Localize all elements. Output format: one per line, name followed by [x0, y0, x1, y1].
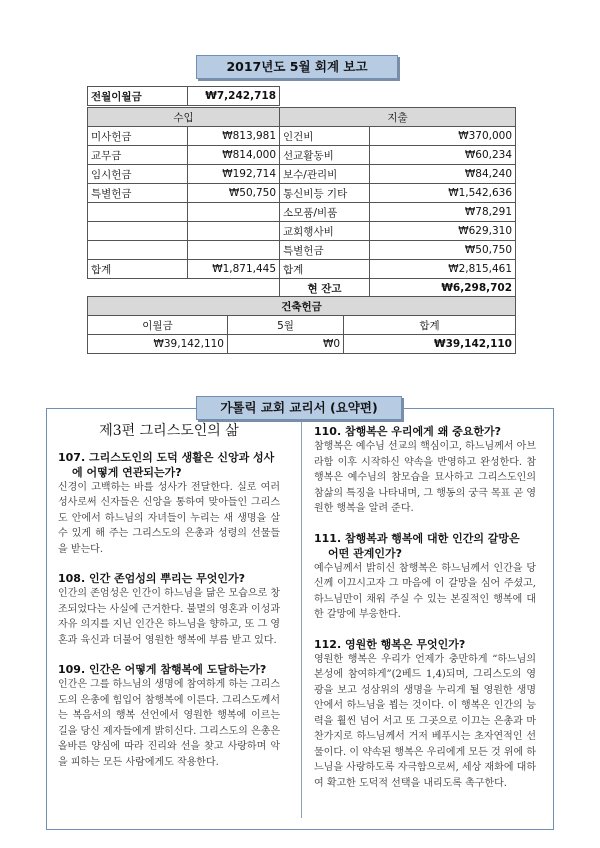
catechism-left-column: [58, 424, 280, 770]
income-value: ₩813,981: [188, 127, 280, 146]
carryover-table: [87, 86, 280, 106]
expense-total-label: 합계: [280, 260, 370, 279]
carryover-label: 전월이월금: [88, 87, 188, 106]
answer-text: 참행복은 예수님 선교의 핵심이고, 하느님께서 아브라함 이후 시작하신 약속을 반영하고 완성한다. 참행복은 예수님의 참모습을 묘사하고 그리스도인의 참삶의 특징을 나타내며, 그 행동의 궁극 목표 곧 영원한 행복을 알려 준다.: [314, 441, 536, 514]
expense-label: 보수/관리비: [280, 165, 370, 184]
building-fund-table: [87, 296, 516, 354]
table-row: [88, 146, 516, 165]
expense-value: ₩1,542,636: [370, 184, 516, 203]
expense-label: 특별헌금: [280, 241, 370, 260]
expense-header: 지출: [280, 108, 516, 127]
question-heading: [58, 450, 280, 480]
catechism-right-column: [314, 424, 536, 791]
income-label: 임시헌금: [88, 165, 188, 184]
expense-label: 통신비등 기타: [280, 184, 370, 203]
question-heading: 110. 참행복은 우리에게 왜 중요한가?: [314, 425, 501, 438]
question-heading: 109. 인간은 어떻게 참행복에 도달하는가?: [58, 663, 267, 677]
table-row: [88, 184, 516, 203]
question-heading: [314, 531, 536, 561]
building-value: ₩0: [228, 335, 344, 354]
answer-text: 예수님께서 밝히신 참행복은 하느님께서 인간을 당신께 이끄시고자 그 마음에 이 갈망을 심어 주셨고, 하느님만이 채워 주실 수 있는 본질적인 행복에 대한 갈망에 부응한다.: [314, 562, 536, 620]
building-value: ₩39,142,110: [88, 335, 228, 354]
table-row: [88, 241, 516, 260]
income-value: ₩814,000: [188, 146, 280, 165]
income-header: 수입: [88, 108, 280, 127]
part-title: 제3편 그리스도인의 삶: [99, 423, 239, 439]
question-line: 에 어떻게 연관되는가?: [72, 465, 182, 479]
question-line: 107. 그리스도인의 도덕 생활은 신앙과 성사: [58, 450, 275, 464]
balance-row: [88, 279, 516, 298]
table-row: [88, 165, 516, 184]
expense-value: ₩60,234: [370, 146, 516, 165]
income-value: ₩192,714: [188, 165, 280, 184]
expense-label: 소모품/비품: [280, 203, 370, 222]
income-label: 미사헌금: [88, 127, 188, 146]
income-value: ₩50,750: [188, 184, 280, 203]
building-header: 이월금: [88, 316, 228, 335]
answer-text: 영원한 행복은 우리가 언제가 충만하게 “하느님의 본성에 참여하게”(2베드 1,4)되며, 그리스도의 영광을 보고 성삼위의 생명을 누리게 될 영원한 생명 안에서 하느님을 뵙는 것이다. 이 행복은 인간의 능력을 훨씬 넘어 서고 또 그곳으로 이끄는 은총과 마찬가지로 하느님께서 거저 베푸시는 초자연적인 선물이다. 이 약속된 행복은 우리에게 모든 것 위에 하느님을 사랑하도록 자극함으로써, 세상 재화에 대하여 확고한 도덕적 선택을 내리도록 촉구한다.: [314, 653, 536, 789]
income-label: 교무금: [88, 146, 188, 165]
building-header: 합계: [344, 316, 516, 335]
answer-text: 인간의 존엄성은 인간이 하느님을 닮은 모습으로 창조되었다는 사실에 근거한다. 불멸의 영혼과 이성과 자유 의지를 지닌 인간은 하느님을 향하고, 또 그 영혼과 육신과 더불어 영원한 행복에 부름 받고 있다.: [58, 588, 280, 646]
expense-value: ₩84,240: [370, 165, 516, 184]
catechism-title: 가톨릭 교회 교리서 (요약편): [196, 396, 402, 420]
building-value: ₩39,142,110: [344, 335, 516, 354]
expense-total-value: ₩2,815,461: [370, 260, 516, 279]
table-row: [88, 127, 516, 146]
income-total-label: 합계: [88, 260, 188, 279]
income-expense-table: [87, 107, 516, 298]
expense-label: 교회행사비: [280, 222, 370, 241]
table-row: [88, 222, 516, 241]
carryover-value: ₩7,242,718: [188, 87, 280, 106]
expense-value: ₩50,750: [370, 241, 516, 260]
balance-value: ₩6,298,702: [370, 279, 516, 298]
question-line: 어떤 관계인가?: [328, 546, 402, 560]
question-line: 111. 참행복과 행복에 대한 인간의 갈망은: [314, 531, 520, 545]
expense-label: 선교활동비: [280, 146, 370, 165]
answer-text: 신경이 고백하는 바를 성사가 전달한다. 실로 여러 성사로써 신자들은 신앙을 통하여 맞아들인 그리스도 안에서 하느님의 자녀들이 누리는 새 생명을 살 수 있게 해 주는 그리스도의 은총과 성령의 선물들을 받는다.: [58, 481, 280, 555]
expense-value: ₩78,291: [370, 203, 516, 222]
column-divider: [301, 418, 302, 818]
total-row: [88, 260, 516, 279]
expense-label: 인건비: [280, 127, 370, 146]
table-row: [88, 203, 516, 222]
expense-value: ₩370,000: [370, 127, 516, 146]
income-label: 특별헌금: [88, 184, 188, 203]
question-heading: 108. 인간 존엄성의 뿌리는 무엇인가?: [58, 572, 245, 586]
question-heading: 112. 영원한 행복은 무엇인가?: [314, 637, 466, 651]
income-total-value: ₩1,871,445: [188, 260, 280, 279]
building-title: 건축헌금: [88, 297, 516, 316]
expense-value: ₩629,310: [370, 222, 516, 241]
balance-label: 현 잔고: [280, 279, 370, 298]
report-title: 2017년도 5월 회계 보고: [196, 55, 398, 79]
building-header: 5월: [228, 316, 344, 335]
answer-text: 인간은 그를 하느님의 생명에 참여하게 하는 그리스도의 은총에 힘입어 참행복에 이른다. 그리스도께서는 복음서의 행복 선언에서 영원한 행복에 이르는 길을 당신 제자들에게 밝히신다. 그리스도의 은총은 올바른 양심에 따라 진리와 선을 찾고 사랑하며 악을 피하는 모든 사람에게도 작용한다.: [58, 679, 280, 768]
